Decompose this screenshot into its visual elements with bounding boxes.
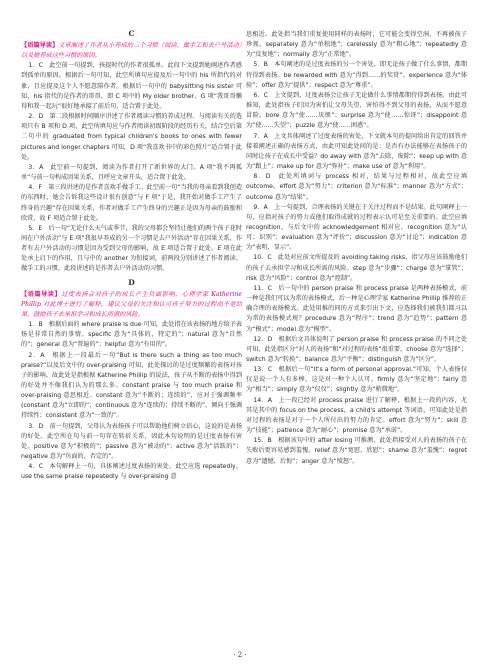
section-c-item: 1．C 此空前一句提到，孩提时代的作者很孤单。此段下文提到她阐述作者感到孤单的原因。根据后一句可知，此空所填句应提及后一句中的 his 所指代的对象，且应提及这个人不愿意陪作者。根据后一句中的 babysitting his sister 可知，his 指代的是作者的哥哥，即 C 项中的 My older brother。G 项“我哥哥懒得和我一起玩”很好地承接了前后句，适合置于此处。	[21, 62, 242, 110]
section-d-item: 13．C 根据后一句“It's a form of personal approval.”可知，个人表扬仅仅是说一个人有多棒，这是对一种个人认可。firmly 意为“坚定地”；fairly 意为“相当”；simply 意为“仅仅”；slightly 意为“稍微地”。	[246, 366, 467, 394]
section-c-heading: C	[128, 29, 135, 38]
section-d-item: 10．C 此处对应前文所提及的 avoiding taking risks，指父母应该鼓励他们的孩子去承担学习和成长所需的风险。step 意为“步骤”；charge 意为“掌管”；risk 意为“风险”；control 意为“控制”。	[246, 254, 467, 282]
guide-text: 文章阐述了作者从小养成的三个习惯（阅读、做手工和去户外活动）以及她养成这些习惯的原因。	[21, 42, 242, 60]
guide-text: 过度表扬会对孩子的成长产生负面影响，心理学家 Katherine Phillip 对此博士进行了解释，建议父母们关注和认可孩子努力的过程而不是结果，鼓励孩子去承担学习和成长所需的风险。	[21, 290, 242, 318]
section-d-guide	[21, 290, 242, 320]
section-d-item: 7．A 上文具体阐述了过度表扬的害处，下文就本句的提问给出肯定的回答并接着阐述正确的表扬方式，由此可知此处问的是：是否有办法能够在表扬孩子的同时让孩子在成长中受益？do away with 意为“去除，废除”；keep up with 意为“跟上”；make up for 意为“弥补”；make use of 意为“利用”。	[246, 132, 467, 171]
section-d-item: 14．A 上一段已经对 process praise 进行了解释，根据上一段的内容，尤其是其中的 focus on the process，a child's attempt 等词语，可知此处是指对过程的表扬是对于一个人所付出的努力的肯定。effort 意为“努力”；skill 意为“技能”；patience 意为“耐心”；promise 意为“承诺”。	[246, 396, 467, 435]
section-d-item: 15．B 根据该句中的 after losing 可推测，此处指接受对人的表扬的孩子在失败后更容易感到羞愧。relief 意为“宽慰，欣慰”；shame 意为“羞愧”；regret 意为“遗憾，后悔”；anger 意为“愤怒”。	[246, 437, 467, 465]
section-d-item: 5．B 本句阐述的是过度表扬的另一个害处，即无论孩子做了什么事情，都期待得到表扬。be rewarded with 意为“得到……的奖赏”。experience 意为“体验”；offer 意为“提供”；respect 意为“尊重”。	[246, 61, 467, 89]
section-d-item: 12．D 根据后文具体说明了 person praise 和 process praise 的不同之处可知，此处指区分“对人的表扬”和“对过程的表扬”很重要。choose 意为“选择”；switch 意为“转换”；balance 意为“平衡”；distinguish 意为“区分”。	[246, 335, 467, 363]
section-d-item: 4．C 本句解释上一句，具体阐述过度表扬的害处。此空应选 repeatedly，use the same praise repeatedly 与 over-praising 意	[21, 463, 242, 481]
guide-tag: 【语篇导读】	[21, 290, 62, 298]
left-column	[21, 28, 242, 483]
section-d-item: 11．C 后一句中的 person praise 和 process praise 是两种表扬模式，前一种是我们可以为常的表扬模式，后一种是心理学家 Katherine Phillip 推荐的正确合理的表扬模式。此处用推的同的方式来引出下文，应选择我们被我们都习以为常的表扬模式规？procedure 意为“程序”；trend 意为“趋势”；pattern 意为“模式”；model 意为“模型”。	[246, 284, 467, 333]
section-d-heading: D	[128, 277, 135, 287]
page-number: · 2 ·	[233, 651, 247, 659]
section-c-item: 3．A 此空前一句提到，阅读为作者打开了新世界的大门。A 项“我不再孤单”与前一句构成因果关系，且呼应文章开头，适合置于此处。	[21, 163, 242, 182]
section-d-item: 2．A 根据上一段最后一句“But is there such a thing as too much praise?”以及后文中的 over-praising 可知，此处探讨的是过度频繁的表扬对孩子的影响。故此处是指根据 Katherine Phillip 的说法，孩子从不断的表扬中得到的好处并不像我们认为的那么多。constant praise 与 too much praise 和 over-praising 意思相近。constant 意为“不断的；连续的”，应对于强调频率(constant 意为“立即的”；continuous 意为“连续的；持续不断的”，倾向于强调持续性；consistent 意为“一致的”。	[21, 351, 242, 420]
section-d-item: 6．C 上文提到，过度表扬会让孩子无论做什么事情都期待得到表扬。由此可推知，此处指孩子们因为害怕让父母失望，害怕得不到父母的表扬，从而不愿意冒险。bore 意为“使……厌烦”；surprise 意为“使……惊讶”；disappoint 意为“使……失望”；puzzle 意为“使……困惑”。	[246, 91, 467, 130]
continued-item: 思相近。此处指当我们重复使用同样的表扬时，它可能会变得空洞，不再被孩子珍视。separately 意为“单独地”；carelessly 意为“粗心地”；repeatedly 意为“反复地”；normally 意为“正常地”。	[246, 31, 467, 59]
section-c-item: 5．E 后一句“无论什么天气或季节，我的父母都会坚持让他们的两个孩子花时间在户外活动”与 E 项“我很早养成的另一个习惯是去户外活动”存在因果关系，作者有去户外活动的习惯是因为受到父母的影响，故 E 项适合置于此处。E 项在此处承上启下的作用，且与中的 another 为衔接词，前两段分别讲述了作者阅读、做手工的习惯，此段讲述的是作者去户外活动的习惯。	[21, 224, 242, 273]
section-c-guide	[21, 41, 242, 61]
section-c-item: 4．F 第三段讲述的是作者喜欢手做手工。此空前一句“当我的母亲看到我创造的东西时，她会告诉我这些设计很有创意”与 F 项“于是，我开始对做手工产生了终身的兴趣”存在因果关系，作者对做手工产生终身的兴趣正是因为母亲的鼓励和欣赏，故 F 项适合置于此处。	[21, 184, 242, 222]
section-d-item: 9．A 上一句提到，合理表扬的关键在于关注过程而不是结果。此句阐释上一句，应指对孩子的努力或他们取得成就的过程表示认可是至关重要的。此空应填 recognition，与后文中的 acknowledgement 相对应。recognition 意为“认可；识别”；evaluation 意为“评价”；discussion 意为“讨论”；indication 意为“表明，显示”。	[246, 203, 467, 252]
section-d-item: 3．D 前一句提到，父母认为表扬孩子可以帮助他们树立信心，这说的是表扬的好处。此空所在句与前一句存在转折关系，因此本句说明的是过度表扬有害处。positive 意为“积极的”；passive 意为“被动的”；active 意为“活跃的”；negative 意为“负面的，否定的”。	[21, 422, 242, 461]
section-c-item: 2．D 第二段根据时间顺序讲述了作者阅读习惯的养成过程。与阅读有关的选项只有 B 项和 D 项。此空所填句应与作者阅读初级阶段的经历有关，结合空后第二句中的 graduated from typical children's books to ones with fewer pictures and longer chapters 可知，D 项“我喜欢书中的彩色照片”适合置于此处。	[21, 113, 242, 161]
right-column	[246, 30, 467, 467]
section-d-item: 8．D 此处所填词与 process 相对，结果与过程相对，故此空应填 outcome。effort 意为“努力”；criterion 意为“标准”；manner 意为“方式”；outcome 意为“结果”。	[246, 173, 467, 201]
section-d-item: 1．B 根据后面的 where praise is due 可知，此处指在该表扬的地方给予表扬是非常自然的事情。specific 意为“具体的，特定的”；natural 意为“自然的”；general 意为“普遍的”；helpful 意为“有用的”。	[21, 321, 242, 349]
guide-tag: 【语篇导读】	[21, 42, 59, 49]
